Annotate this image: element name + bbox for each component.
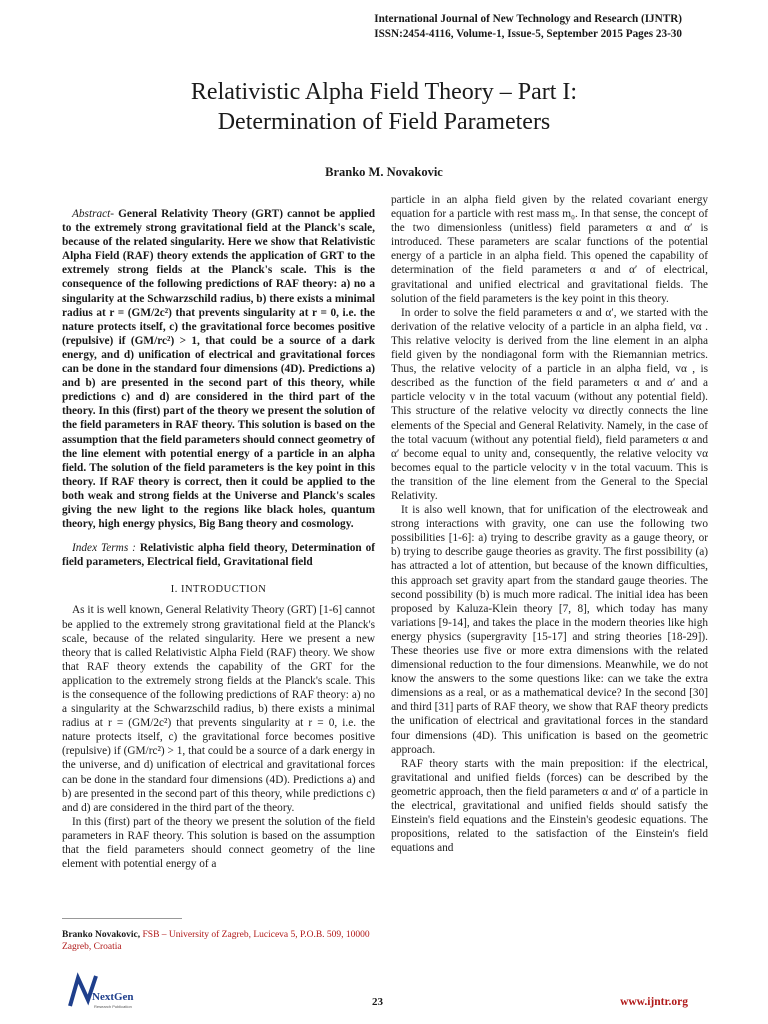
- journal-name: International Journal of New Technology and Research (IJNTR): [374, 13, 682, 25]
- right-paragraph-1: particle in an alpha field given by the related covariant energy equation for a particle with rest mass m₀. In that sense, the concept of the two dimensionless (unitless) field parameters α and α′ is introduced. These parameters are scalar functions of the potential energy of a particle in an alpha field. This opened the capability of determination of the field parameters α and α′ of electrical, gravitational and unified electrical and gravitational fields. The solution of the field parameters is the key point in this theory.: [391, 194, 708, 305]
- abstract-text: General Relativity Theory (GRT) cannot be applied to the extremely strong gravitational field at the Planck's scale, because of the related singularity. Here we show that Relativistic Alpha Field (RAF) theory extends the application of GRT to the extremely strong fields at the Planck's scale. This is the consequence of the following predictions of RAF theory: a) no a singularity at the Schwarzschild radius, b) there exists a minimal radius at r = (GM/2c²) that prevents singularity at r = 0, i.e. the nature protects itself, c) the gravitational force becomes positive (repulsive) if (GM/rc²) > 1, that could be a source of a dark energy, and d) unification of electrical and gravitational forces can be done in the standard four dimensions (4D). Predictions a) and b) are presented in the second part of this theory, while predictions c) and d) are considered in the third part of the theory. In this (first) part of the theory we present the solution of the field parameters in RAF theory. This solution is based on the assumption that the field parameters should connect geometry of the line element with potential energy of a particle in an alpha field. The solution of the field parameters is the key point in this theory. If RAF theory is correct, then it could be applied to the both weak and strong fields at the Universe and Planck's scales giving the new light to the regions like black holes, quantum theory, high energy physics, Big Bang theory and cosmology.: [62, 208, 375, 531]
- right-paragraph-2: In order to solve the field parameters α and α′, we started with the derivation of the relative velocity of a particle in an alpha field, vα . This relative velocity is derived from the line element in an alpha field given by the nondiagonal form with the Riemannian metrics. Thus, the relative velocity of a particle in an alpha field, vα , is described as the function of the field parameters α and α′ and a particle velocity v in the total vacuum (without any potential field). This structure of the relative velocity vα directly connects the line elements of the Special and General Relativity. Namely, in the case of the total vacuum (without any potential field), field parameters α and α′ become equal to unity and, consequently, the relative velocity vα becomes equal to the particle velocity v in the total vacuum. This is the transition of the line element from the General to the Special Relativity.: [391, 306, 708, 502]
- author-affiliation-footnote: [62, 929, 375, 953]
- left-column: [62, 207, 375, 871]
- title-line-2: Determination of Field Parameters: [217, 109, 551, 135]
- issn-line: ISSN:2454-4116, Volume-1, Issue-5, September 2015 Pages 23-30: [374, 28, 682, 40]
- journal-website-link[interactable]: www.ijntr.org: [620, 996, 688, 1008]
- paper-title: [0, 77, 768, 137]
- intro-paragraph-2: In this (first) part of the theory we present the solution of the field parameters in RAF theory. This solution is based on the assumption that the field parameters should connect geometry of the line element with potential energy of a: [62, 815, 375, 871]
- right-column: [391, 193, 708, 855]
- author-name: Branko M. Novakovic: [325, 165, 443, 179]
- logo-text: NextGen: [92, 991, 134, 1003]
- footnote-author: Branko Novakovic,: [62, 930, 141, 940]
- right-paragraph-4: RAF theory starts with the main preposition: if the electrical, gravitational and unified fields (forces) can be described by the geometric approach, then the field parameters α and α′ of a particle in the electrical, gravitational and unified fields should satisfy the Einstein's field equations and the Einstein's geodesic equations. The propositions, related to the satisfaction of the Einstein's field equations and: [391, 757, 708, 855]
- nextgen-logo: [66, 972, 136, 1012]
- footnote-affiliation: FSB – University of Zagreb, Luciceva 5, P.O.B. 509, 10000 Zagreb, Croatia: [62, 930, 370, 952]
- page-number: 23: [372, 996, 383, 1008]
- intro-paragraph-1: As it is well known, General Relativity Theory (GRT) [1-6] cannot be applied to the extremely strong gravitational field at the Planck's scale, because of the related singularity. Here we present a new theory that is called Relativistic Alpha Field (RAF) theory. We show that RAF theory extends the capability of the GRT for the application to the extremely strong fields at the Planck's scale. This is the consequence of the following predictions of RAF theory: a) no a singularity at the Schwarzschild radius, b) there exists a minimal radius at r = (GM/2c²) that prevents singularity at r = 0, i.e. the nature protects itself, c) the gravitational force becomes positive (repulsive) if (GM/rc²) > 1, that could be a source of a dark energy in the universe, and d) unification of electrical and gravitational forces can be done in the standard four dimensions (4D). Predictions a) and b) are presented in the second part of this theory, while predictions c) and d) are considered in the third part of the theory.: [62, 604, 375, 814]
- abstract-lead: Abstract-: [72, 208, 115, 220]
- journal-header: [374, 12, 682, 42]
- footnote-divider: [62, 918, 182, 919]
- index-terms-text: Relativistic alpha field theory, Determination of field parameters, Electrical field, Gravitational field: [62, 542, 375, 569]
- title-line-1: Relativistic Alpha Field Theory – Part I:: [190, 79, 578, 105]
- index-terms-lead: Index Terms :: [72, 542, 136, 555]
- index-terms: [62, 541, 375, 569]
- section-heading-introduction: I. INTRODUCTION: [170, 584, 267, 596]
- logo-tagline: Research Publication: [94, 1004, 132, 1009]
- right-paragraph-3: It is also well known, that for unification of the electroweak and strong interactions with gravity, one can use the following two possibilities [1-6]: a) trying to describe gravity as a gauge theory, or b) trying to describe gauge theories as gravity. The first possibility (a) has attracted a lot of attention, but because of the known difficulties, this approach set gravity apart from the standard gauge theories. The second possibility (b) is much more radical. The initial idea has been proposed by Kaluza-Klein theory [7, 8], which today has many variations [9-14], and takes the place in the modern theories like high energy physics (supergravity [15-17] and string theories [18-29]). These theories use five or more extra dimensions with the related dimensional reduction to the four dimensions. Meanwhile, we do not know the answers to the some questions like: can we take the extra dimensions as a real, or as a mathematical device? In the second [30] and third [31] parts of RAF theory, we show that RAF theory predicts the unification of electrical and gravitational forces in the standard four dimensions (4D). This unification is based on the geometric approach.: [391, 504, 708, 756]
- abstract: [62, 207, 375, 531]
